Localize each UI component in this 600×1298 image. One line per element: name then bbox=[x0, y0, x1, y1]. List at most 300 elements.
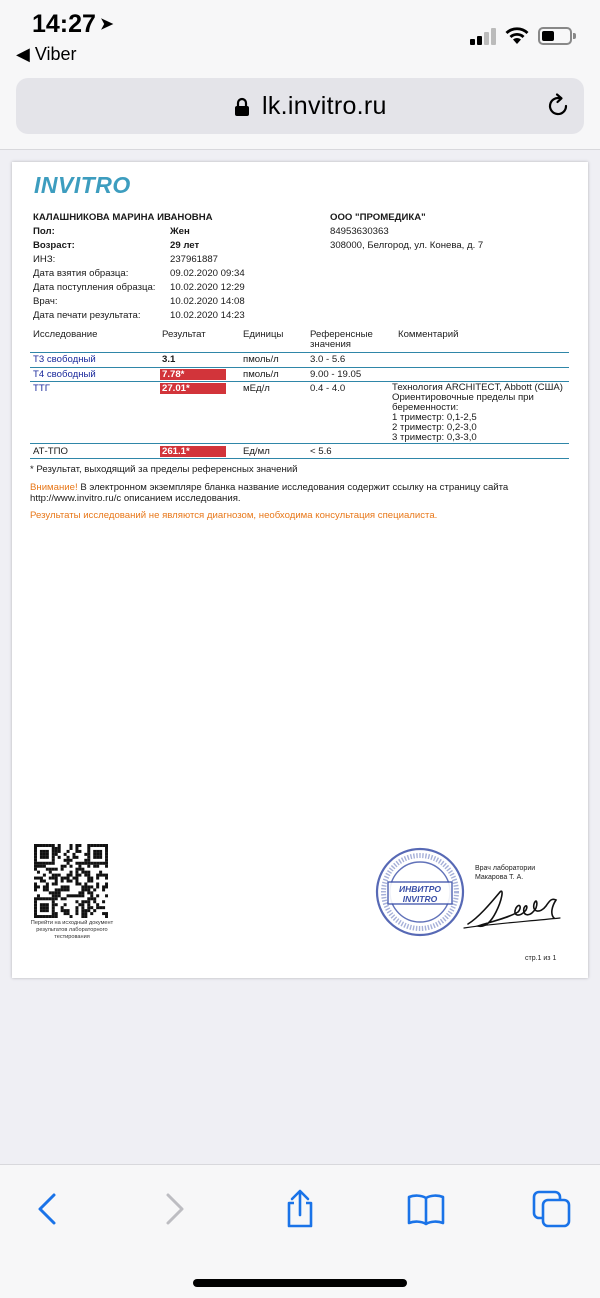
qr-module bbox=[43, 862, 46, 865]
qr-module bbox=[105, 874, 108, 877]
qr-module bbox=[52, 912, 55, 915]
qr-module bbox=[90, 897, 93, 900]
qr-module bbox=[96, 877, 99, 880]
qr-module bbox=[75, 868, 78, 871]
column-header-units: Единицы bbox=[243, 329, 284, 340]
qr-module bbox=[49, 877, 52, 880]
qr-module bbox=[40, 877, 43, 880]
qr-module bbox=[64, 853, 67, 856]
qr-module bbox=[70, 847, 73, 850]
qr-module bbox=[93, 856, 96, 859]
qr-module bbox=[43, 897, 46, 900]
qr-module bbox=[52, 856, 55, 859]
qr-module bbox=[81, 868, 84, 871]
result-t3: 3.1 bbox=[162, 354, 176, 365]
qr-module bbox=[64, 909, 67, 912]
qr-module bbox=[75, 894, 78, 897]
qr-module bbox=[61, 877, 64, 880]
qr-module bbox=[61, 865, 64, 868]
qr-module bbox=[90, 894, 93, 897]
qr-module bbox=[70, 865, 73, 868]
qr-module bbox=[81, 909, 84, 912]
qr-module bbox=[67, 850, 70, 853]
qr-module bbox=[75, 906, 78, 909]
test-link-at-tpo[interactable]: АТ-ТПО bbox=[33, 446, 68, 457]
qr-module bbox=[96, 862, 99, 865]
qr-module bbox=[81, 885, 84, 888]
qr-module bbox=[90, 862, 93, 865]
qr-module bbox=[102, 862, 105, 865]
invitro-logo: INVITRO bbox=[34, 172, 131, 198]
qr-module bbox=[34, 865, 37, 868]
svg-text:ИНВИТРО: ИНВИТРО bbox=[399, 884, 441, 894]
units-t4: пмоль/л bbox=[243, 369, 279, 380]
qr-module bbox=[99, 874, 102, 877]
test-link-ttg[interactable]: ТТГ bbox=[33, 383, 50, 394]
reload-icon[interactable] bbox=[544, 92, 572, 120]
qr-module bbox=[99, 856, 102, 859]
qr-module bbox=[75, 912, 78, 915]
qr-module bbox=[67, 856, 70, 859]
qr-module bbox=[75, 850, 78, 853]
qr-module bbox=[78, 862, 81, 865]
qr-module bbox=[40, 897, 43, 900]
qr-module bbox=[40, 906, 43, 909]
qr-module bbox=[105, 850, 108, 853]
qr-module bbox=[52, 909, 55, 912]
qr-module bbox=[40, 915, 43, 918]
test-link-t4[interactable]: Т4 свободный bbox=[33, 369, 96, 380]
svg-text:INVITRO: INVITRO bbox=[402, 894, 438, 904]
qr-module bbox=[90, 891, 93, 894]
footnote: * Результат, выходящий за пределы референсных значений bbox=[30, 464, 298, 475]
back-to-app-link[interactable]: ◀ Viber bbox=[16, 44, 77, 64]
qr-module bbox=[37, 862, 40, 865]
qr-module bbox=[52, 877, 55, 880]
qr-module bbox=[67, 877, 70, 880]
qr-module bbox=[75, 844, 78, 847]
qr-module bbox=[87, 888, 90, 891]
qr-module bbox=[102, 844, 105, 847]
qr-module bbox=[75, 856, 78, 859]
qr-module bbox=[58, 850, 61, 853]
column-header-result: Результат bbox=[162, 329, 206, 340]
qr-module bbox=[37, 877, 40, 880]
qr-module bbox=[61, 909, 64, 912]
qr-module bbox=[61, 880, 64, 883]
browser-toolbar bbox=[0, 1164, 600, 1298]
qr-module bbox=[96, 856, 99, 859]
doctor-name: Макарова Т. А. bbox=[475, 874, 524, 881]
qr-module bbox=[58, 894, 61, 897]
qr-module bbox=[67, 912, 70, 915]
qr-module bbox=[81, 891, 84, 894]
qr-module bbox=[46, 868, 49, 871]
test-link-t3[interactable]: Т3 свободный bbox=[33, 354, 96, 365]
qr-module bbox=[55, 894, 58, 897]
qr-module bbox=[70, 880, 73, 883]
qr-module bbox=[105, 862, 108, 865]
qr-module bbox=[55, 847, 58, 850]
qr-module bbox=[75, 871, 78, 874]
qr-module bbox=[34, 882, 37, 885]
qr-module bbox=[105, 912, 108, 915]
qr-module bbox=[81, 903, 84, 906]
cellular-signal-icon bbox=[470, 27, 498, 45]
qr-module bbox=[87, 844, 90, 847]
qr-module bbox=[64, 859, 67, 862]
comment-line: 2 триместр: 0,2-3,0 bbox=[392, 422, 477, 433]
status-bar bbox=[0, 0, 600, 72]
qr-module bbox=[40, 865, 43, 868]
qr-module bbox=[52, 882, 55, 885]
qr-module bbox=[75, 909, 78, 912]
qr-module bbox=[46, 909, 49, 912]
qr-module bbox=[90, 844, 93, 847]
qr-module bbox=[81, 894, 84, 897]
qr-module bbox=[64, 865, 67, 868]
qr-module bbox=[105, 882, 108, 885]
qr-module bbox=[34, 897, 37, 900]
qr-module bbox=[90, 906, 93, 909]
qr-module bbox=[52, 874, 55, 877]
qr-module bbox=[34, 853, 37, 856]
qr-caption: Перейти на исходный документ результатов лабораторного тестирования bbox=[30, 920, 114, 940]
result-ttg: 27.01* bbox=[160, 383, 226, 394]
qr-module bbox=[67, 888, 70, 891]
qr-module bbox=[46, 885, 49, 888]
qr-module bbox=[58, 847, 61, 850]
qr-module bbox=[49, 862, 52, 865]
clock-text: 14:27 bbox=[32, 10, 96, 38]
column-header-test: Исследование bbox=[33, 329, 98, 340]
stamp-icon bbox=[374, 846, 466, 938]
qr-module bbox=[67, 859, 70, 862]
qr-module bbox=[78, 850, 81, 853]
qr-module bbox=[64, 912, 67, 915]
qr-module bbox=[55, 874, 58, 877]
comment-ttg bbox=[392, 383, 572, 443]
qr-module bbox=[43, 903, 46, 906]
qr-module bbox=[70, 844, 73, 847]
qr-module bbox=[55, 903, 58, 906]
qr-module bbox=[52, 847, 55, 850]
qr-module bbox=[67, 894, 70, 897]
qr-module bbox=[55, 868, 58, 871]
reference-t4: 9.00 - 19.05 bbox=[310, 369, 362, 380]
qr-module bbox=[37, 865, 40, 868]
qr-module bbox=[84, 900, 87, 903]
qr-module bbox=[78, 882, 81, 885]
reference-ttg: 0.4 - 4.0 bbox=[310, 383, 346, 394]
qr-module bbox=[105, 853, 108, 856]
qr-module bbox=[55, 880, 58, 883]
qr-module bbox=[46, 897, 49, 900]
qr-module bbox=[55, 888, 58, 891]
qr-module bbox=[105, 877, 108, 880]
qr-module bbox=[90, 880, 93, 883]
qr-module bbox=[84, 912, 87, 915]
qr-module bbox=[43, 865, 46, 868]
qr-module bbox=[46, 862, 49, 865]
qr-module bbox=[43, 915, 46, 918]
qr-module bbox=[40, 909, 43, 912]
qr-module bbox=[43, 856, 46, 859]
qr-module bbox=[78, 868, 81, 871]
qr-module bbox=[52, 894, 55, 897]
qr-module bbox=[49, 891, 52, 894]
qr-module bbox=[75, 880, 78, 883]
browser-address-area bbox=[0, 72, 600, 150]
qr-module bbox=[67, 909, 70, 912]
qr-module bbox=[49, 868, 52, 871]
qr-module bbox=[52, 859, 55, 862]
qr-module bbox=[49, 915, 52, 918]
qr-module bbox=[105, 865, 108, 868]
disclaimer: Результаты исследований не являются диагнозом, необходима консультация специалиста. bbox=[30, 510, 438, 521]
qr-module bbox=[34, 915, 37, 918]
qr-module bbox=[81, 915, 84, 918]
field-value: 29 лет bbox=[170, 240, 200, 251]
qr-module bbox=[87, 874, 90, 877]
qr-module bbox=[84, 871, 87, 874]
qr-module bbox=[93, 897, 96, 900]
qr-module bbox=[58, 844, 61, 847]
comment-line: 3 триместр: 0,3-3,0 bbox=[392, 432, 477, 443]
units-at-tpo: Ед/мл bbox=[243, 446, 270, 457]
qr-module bbox=[34, 877, 37, 880]
qr-module bbox=[49, 897, 52, 900]
qr-module bbox=[87, 859, 90, 862]
qr-module bbox=[105, 844, 108, 847]
qr-module bbox=[84, 888, 87, 891]
table-divider bbox=[30, 367, 569, 368]
bookmarks-icon[interactable] bbox=[406, 1189, 446, 1229]
qr-module bbox=[52, 903, 55, 906]
qr-module bbox=[87, 856, 90, 859]
qr-module bbox=[87, 903, 90, 906]
qr-module bbox=[67, 862, 70, 865]
qr-module bbox=[34, 906, 37, 909]
qr-module bbox=[93, 888, 96, 891]
qr-module bbox=[75, 877, 78, 880]
qr-module bbox=[99, 862, 102, 865]
qr-module bbox=[70, 894, 73, 897]
qr-module bbox=[55, 850, 58, 853]
qr-module bbox=[64, 885, 67, 888]
qr-module bbox=[49, 871, 52, 874]
qr-module bbox=[96, 874, 99, 877]
qr-module bbox=[40, 853, 43, 856]
qr-module bbox=[43, 880, 46, 883]
qr-module bbox=[78, 903, 81, 906]
table-divider bbox=[30, 352, 569, 353]
qr-module bbox=[64, 903, 67, 906]
qr-module bbox=[34, 885, 37, 888]
qr-module bbox=[40, 862, 43, 865]
qr-module bbox=[43, 853, 46, 856]
qr-module bbox=[78, 844, 81, 847]
qr-module bbox=[34, 888, 37, 891]
qr-code-icon[interactable] bbox=[34, 844, 108, 918]
qr-module bbox=[46, 888, 49, 891]
qr-module bbox=[64, 888, 67, 891]
qr-module bbox=[96, 903, 99, 906]
qr-module bbox=[81, 906, 84, 909]
qr-module bbox=[87, 880, 90, 883]
qr-module bbox=[87, 891, 90, 894]
reference-header-line2: значения bbox=[310, 339, 352, 350]
qr-module bbox=[52, 897, 55, 900]
qr-module bbox=[105, 859, 108, 862]
qr-module bbox=[58, 874, 61, 877]
home-indicator[interactable] bbox=[193, 1279, 407, 1287]
invitro-site-link[interactable]: http://www.invitro.ru/ bbox=[30, 493, 117, 504]
signature-icon bbox=[460, 878, 564, 936]
qr-module bbox=[84, 915, 87, 918]
back-arrow-icon[interactable] bbox=[28, 1189, 68, 1229]
qr-module bbox=[52, 850, 55, 853]
qr-module bbox=[34, 900, 37, 903]
comment-line: Ориентировочные пределы при bbox=[392, 392, 534, 403]
qr-module bbox=[34, 862, 37, 865]
qr-module bbox=[102, 906, 105, 909]
qr-module bbox=[102, 888, 105, 891]
qr-module bbox=[87, 900, 90, 903]
units-ttg: мЕд/л bbox=[243, 383, 270, 394]
qr-module bbox=[87, 853, 90, 856]
tabs-icon[interactable] bbox=[532, 1189, 572, 1229]
qr-module bbox=[34, 847, 37, 850]
qr-module bbox=[46, 856, 49, 859]
result-at-tpo: 261.1* bbox=[160, 446, 226, 457]
qr-module bbox=[52, 853, 55, 856]
qr-module bbox=[78, 894, 81, 897]
qr-module bbox=[93, 850, 96, 853]
qr-module bbox=[90, 912, 93, 915]
comment-line: Технология ARCHITECT, Abbott (США) bbox=[392, 382, 563, 393]
share-icon[interactable] bbox=[280, 1189, 320, 1229]
field-label: Возраст: bbox=[33, 240, 75, 251]
qr-module bbox=[37, 871, 40, 874]
units-t3: пмоль/л bbox=[243, 354, 279, 365]
qr-module bbox=[52, 915, 55, 918]
qr-module bbox=[37, 894, 40, 897]
forward-arrow-icon[interactable] bbox=[154, 1189, 194, 1229]
qr-module bbox=[78, 891, 81, 894]
qr-module bbox=[93, 844, 96, 847]
qr-module bbox=[40, 856, 43, 859]
comment-line: беременности: bbox=[392, 402, 459, 413]
qr-module bbox=[87, 877, 90, 880]
qr-module bbox=[37, 915, 40, 918]
result-t4: 7.78* bbox=[160, 369, 226, 380]
qr-module bbox=[46, 915, 49, 918]
qr-module bbox=[61, 888, 64, 891]
qr-module bbox=[40, 844, 43, 847]
field-value: 237961887 bbox=[170, 254, 219, 265]
qr-module bbox=[72, 877, 75, 880]
qr-module bbox=[34, 859, 37, 862]
qr-module bbox=[84, 882, 87, 885]
qr-module bbox=[90, 877, 93, 880]
qr-module bbox=[99, 844, 102, 847]
qr-module bbox=[43, 844, 46, 847]
qr-module bbox=[46, 850, 49, 853]
qr-module bbox=[99, 906, 102, 909]
field-value: 10.02.2020 14:08 bbox=[170, 296, 245, 307]
qr-module bbox=[81, 900, 84, 903]
qr-module bbox=[72, 853, 75, 856]
battery-icon bbox=[538, 27, 572, 45]
qr-module bbox=[105, 847, 108, 850]
qr-module bbox=[46, 903, 49, 906]
qr-module bbox=[43, 850, 46, 853]
qr-module bbox=[93, 862, 96, 865]
field-label: Дата поступления образца: bbox=[33, 282, 156, 293]
qr-module bbox=[84, 874, 87, 877]
qr-module bbox=[99, 853, 102, 856]
doctor-title: Врач лаборатории bbox=[475, 865, 536, 872]
comment-line: 1 триместр: 0,1-2,5 bbox=[392, 412, 477, 423]
qr-module bbox=[87, 871, 90, 874]
reference-header-line1: Референсные bbox=[310, 329, 373, 340]
qr-module bbox=[93, 853, 96, 856]
field-value: Жен bbox=[170, 226, 190, 237]
qr-module bbox=[96, 850, 99, 853]
location-arrow-icon: ➤ bbox=[99, 16, 114, 33]
qr-module bbox=[70, 874, 73, 877]
qr-module bbox=[55, 882, 58, 885]
field-label: Врач: bbox=[33, 296, 58, 307]
qr-module bbox=[102, 912, 105, 915]
qr-module bbox=[87, 909, 90, 912]
qr-module bbox=[55, 877, 58, 880]
qr-module bbox=[43, 888, 46, 891]
qr-module bbox=[84, 859, 87, 862]
qr-module bbox=[72, 894, 75, 897]
qr-module bbox=[61, 885, 64, 888]
qr-module bbox=[55, 897, 58, 900]
qr-module bbox=[52, 862, 55, 865]
qr-module bbox=[87, 885, 90, 888]
qr-module bbox=[87, 847, 90, 850]
qr-module bbox=[84, 862, 87, 865]
qr-module bbox=[64, 877, 67, 880]
qr-module bbox=[34, 850, 37, 853]
qr-module bbox=[40, 850, 43, 853]
qr-module bbox=[99, 850, 102, 853]
qr-module bbox=[84, 853, 87, 856]
qr-module bbox=[70, 871, 73, 874]
qr-module bbox=[52, 844, 55, 847]
reference-at-tpo: < 5.6 bbox=[310, 446, 332, 457]
qr-module bbox=[37, 844, 40, 847]
qr-module bbox=[40, 903, 43, 906]
address-bar[interactable] bbox=[16, 78, 584, 134]
qr-module bbox=[96, 865, 99, 868]
patient-name: КАЛАШНИКОВА МАРИНА ИВАНОВНА bbox=[33, 212, 213, 223]
lock-icon bbox=[234, 97, 250, 117]
qr-module bbox=[52, 906, 55, 909]
qr-module bbox=[102, 900, 105, 903]
qr-module bbox=[96, 844, 99, 847]
qr-module bbox=[46, 906, 49, 909]
qr-module bbox=[49, 844, 52, 847]
qr-module bbox=[84, 909, 87, 912]
url-text[interactable]: lk.invitro.ru bbox=[262, 92, 387, 120]
qr-module bbox=[40, 880, 43, 883]
